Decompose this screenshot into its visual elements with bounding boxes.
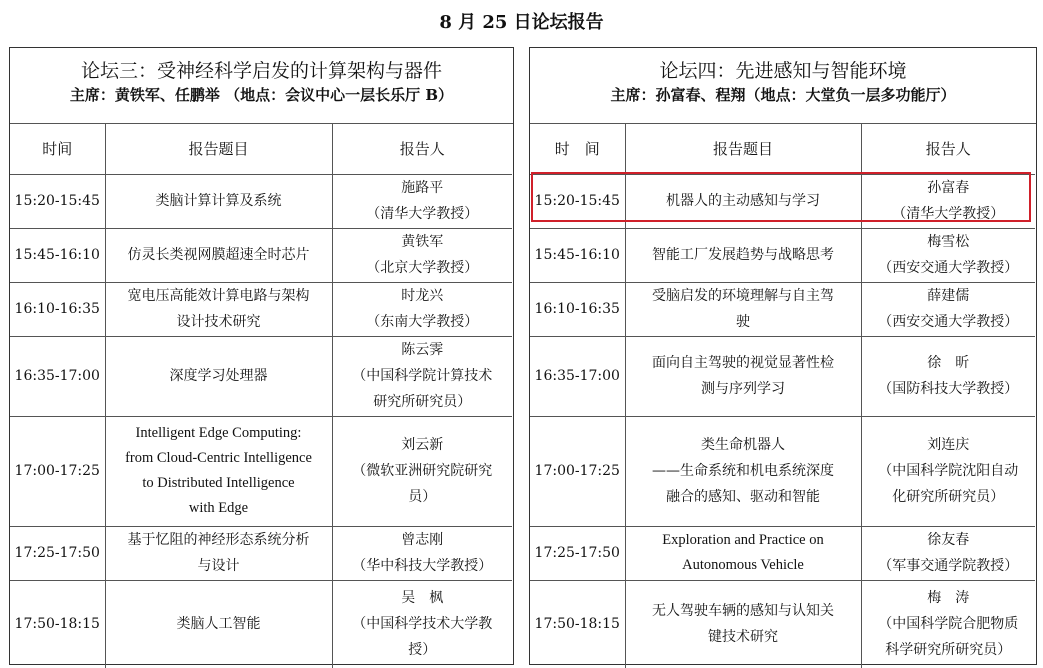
topic-line: 驶	[736, 314, 750, 330]
table-row	[10, 526, 512, 580]
row-time: 17:25-17:50	[10, 526, 105, 580]
row-time: 15:45-16:10	[10, 228, 105, 282]
row-time: 15:45-16:10	[530, 228, 625, 282]
page-title: 8 月 25 日论坛报告	[439, 12, 604, 33]
row-topic	[625, 174, 861, 228]
speaker-line: （中国科学院计算技术	[352, 368, 493, 384]
speaker-line: （清华大学教授）	[892, 206, 1005, 222]
row-speaker	[861, 228, 1035, 282]
row-topic	[625, 336, 861, 416]
table-row	[530, 336, 1035, 416]
row-topic	[625, 526, 861, 580]
row-time: 15:20-15:45	[530, 174, 625, 228]
speaker-line: 时龙兴	[401, 288, 444, 304]
row-topic	[625, 228, 861, 282]
row-time: 16:35-17:00	[530, 336, 625, 416]
row-speaker	[861, 282, 1035, 336]
column-header-topic: 报告题目	[105, 124, 332, 174]
topic-line: ——生命系统和机电系统深度	[652, 463, 834, 479]
table-row	[530, 174, 1035, 228]
topic-line: 仿灵长类视网膜超速全时芯片	[127, 247, 310, 263]
forum-chair: 主席：孙富春、程翔（地点：大堂负一层多功能厅）	[610, 86, 956, 104]
row-speaker	[861, 174, 1035, 228]
speaker-line: （清华大学教授）	[366, 206, 479, 222]
topic-line: 深度学习处理器	[169, 368, 268, 384]
topic-line: 设计技术研究	[176, 314, 261, 330]
row-speaker	[861, 416, 1035, 526]
row-time: 17:50-18:15	[530, 580, 625, 668]
column-header-time: 时 间	[530, 124, 625, 174]
row-topic	[105, 526, 332, 580]
row-speaker	[861, 526, 1035, 580]
row-topic	[625, 416, 861, 526]
table-row	[530, 580, 1035, 668]
topic-line: 类脑计算计算及系统	[155, 193, 282, 209]
table-row	[530, 228, 1035, 282]
row-speaker	[332, 416, 512, 526]
row-time: 16:10-16:35	[530, 282, 625, 336]
row-speaker	[861, 336, 1035, 416]
speaker-line: （西安交通大学教授）	[878, 314, 1019, 330]
speaker-line: 科学研究所研究员）	[885, 642, 1012, 659]
topic-line: 测与序列学习	[701, 381, 785, 397]
speaker-line: 吴 枫	[401, 590, 444, 607]
row-speaker	[861, 580, 1035, 668]
topic-line: 宽电压高能效计算电路与架构	[127, 288, 310, 304]
speaker-line: 授）	[408, 642, 437, 659]
speaker-line: （中国科学院合肥物质	[878, 616, 1019, 633]
column-header-speaker: 报告人	[332, 124, 512, 174]
table-row	[10, 416, 512, 526]
row-topic	[625, 580, 861, 668]
table-row	[530, 526, 1035, 580]
speaker-line: 徐友春	[927, 532, 970, 548]
table-row	[10, 336, 512, 416]
speaker-line: 陈云霁	[401, 342, 444, 358]
speaker-line: 徐 昕	[927, 355, 970, 371]
topic-line: 类脑人工智能	[176, 616, 261, 633]
forum-title: 论坛四：先进感知与智能环境	[659, 60, 907, 82]
row-time: 15:20-15:45	[10, 174, 105, 228]
forum-header	[530, 48, 1036, 124]
row-time: 16:10-16:35	[10, 282, 105, 336]
speaker-line: 员）	[408, 489, 437, 505]
speaker-line: （北京大学教授）	[366, 260, 479, 276]
row-time: 17:25-17:50	[530, 526, 625, 580]
speaker-line: （华中科技大学教授）	[352, 558, 493, 574]
speaker-line: 刘云新	[401, 437, 444, 453]
forum-title: 论坛三：受神经科学启发的计算架构与器件	[80, 60, 442, 82]
speaker-line: （中国科学院沈阳自动	[878, 463, 1019, 479]
topic-line: 融合的感知、驱动和智能	[666, 489, 820, 505]
row-time: 17:00-17:25	[10, 416, 105, 526]
speaker-line: （中国科学技术大学教	[352, 616, 493, 633]
table-row	[530, 416, 1035, 526]
column-header-time: 时间	[10, 124, 105, 174]
row-topic	[105, 416, 332, 526]
row-topic	[105, 580, 332, 668]
topic-line: 键技术研究	[708, 629, 778, 646]
speaker-line: 研究所研究员）	[373, 394, 472, 410]
speaker-line: （东南大学教授）	[366, 314, 479, 330]
row-topic	[625, 282, 861, 336]
speaker-line: （国防科技大学教授）	[878, 381, 1019, 397]
topic-line: 机器人的主动感知与学习	[666, 193, 820, 209]
table-row	[10, 282, 512, 336]
forum-chair: 主席：黄铁军、任鹏举 （地点：会议中心一层长乐厅 B）	[69, 86, 454, 104]
column-header-topic: 报告题目	[625, 124, 861, 174]
row-speaker	[332, 580, 512, 668]
topic-line: 基于忆阻的神经形态系统分析	[127, 532, 310, 548]
row-speaker	[332, 282, 512, 336]
speaker-line: 孙富春	[927, 180, 970, 196]
row-topic	[105, 282, 332, 336]
forum-three-panel	[9, 47, 514, 665]
schedule-table	[530, 124, 1035, 668]
topic-line: Autonomous Vehicle	[682, 557, 804, 573]
table-row	[10, 580, 512, 668]
speaker-line: 薛建儒	[927, 288, 970, 304]
speaker-line: 施路平	[401, 180, 444, 196]
schedule-table	[10, 124, 512, 668]
topic-line: 与设计	[197, 558, 240, 574]
topic-line: 受脑启发的环境理解与自主驾	[652, 288, 834, 304]
row-speaker	[332, 228, 512, 282]
speaker-line: 曾志刚	[401, 532, 444, 548]
topic-line: to Distributed Intelligence	[142, 475, 295, 491]
column-header-speaker: 报告人	[861, 124, 1035, 174]
speaker-line: （军事交通学院教授）	[878, 558, 1019, 574]
row-topic	[105, 228, 332, 282]
row-time: 17:50-18:15	[10, 580, 105, 668]
speaker-line: 梅 涛	[927, 590, 970, 607]
topic-line: 智能工厂发展趋势与战略思考	[652, 247, 834, 263]
speaker-line: 黄铁军	[401, 234, 444, 250]
row-topic	[105, 336, 332, 416]
topic-line: 无人驾驶车辆的感知与认知关	[652, 603, 834, 620]
speaker-line: （微软亚洲研究院研究	[352, 463, 493, 479]
row-speaker	[332, 174, 512, 228]
row-time: 17:00-17:25	[530, 416, 625, 526]
topic-line: Exploration and Practice on	[662, 532, 824, 548]
forum-header	[10, 48, 513, 124]
table-row	[530, 282, 1035, 336]
topic-line: 类生命机器人	[701, 437, 785, 453]
speaker-line: 化研究所研究员）	[892, 489, 1005, 505]
topic-line: Intelligent Edge Computing:	[135, 425, 302, 441]
row-speaker	[332, 526, 512, 580]
forum-four-panel	[529, 47, 1037, 665]
speaker-line: （西安交通大学教授）	[878, 260, 1019, 276]
topic-line: with Edge	[188, 500, 249, 516]
table-row	[10, 228, 512, 282]
row-topic	[105, 174, 332, 228]
speaker-line: 刘连庆	[927, 437, 970, 453]
topic-line: from Cloud-Centric Intelligence	[125, 450, 312, 466]
table-row	[10, 174, 512, 228]
speaker-line: 梅雪松	[927, 234, 970, 250]
row-time: 16:35-17:00	[10, 336, 105, 416]
topic-line: 面向自主驾驶的视觉显著性检	[652, 355, 834, 371]
row-speaker	[332, 336, 512, 416]
